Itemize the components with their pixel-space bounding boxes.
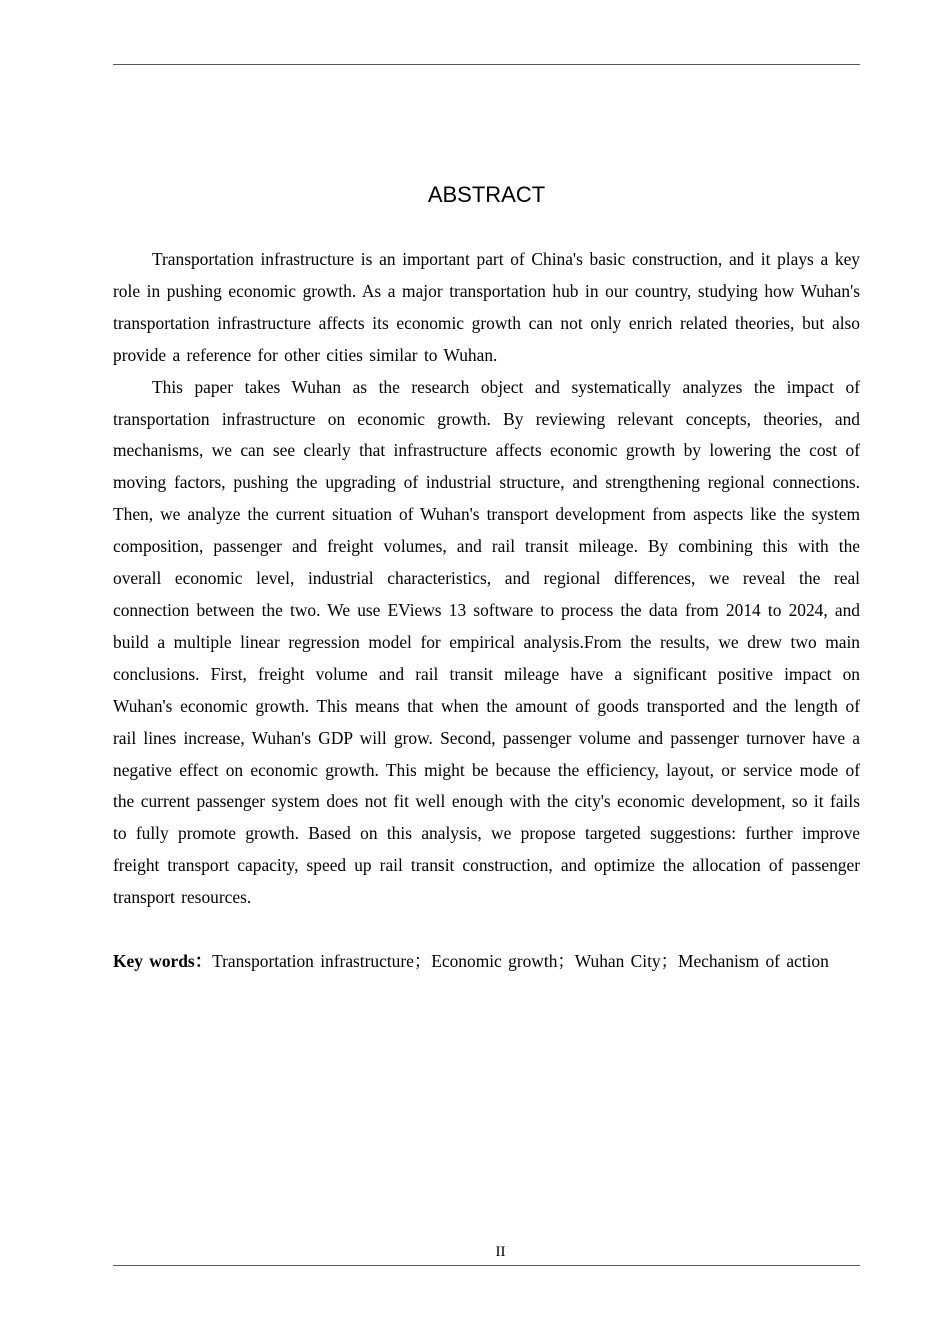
abstract-title: ABSTRACT	[427, 182, 546, 207]
keywords-label: Key words：	[113, 951, 213, 972]
abstract-body	[113, 244, 860, 978]
keywords-text: Transportation infrastructure；Economic growth；Wuhan City；Mechanism of action	[212, 951, 829, 972]
header-rule	[113, 64, 860, 65]
abstract-paragraph-1: Transportation infrastructure is an important part of China's basic construction, and it plays a key role in pushing economic growth. As a major transportation hub in our country, studying how Wuhan's transportation infrastructure affects its economic growth can not only enrich related theories, but also provide a reference for other cities similar to Wuhan.	[113, 249, 860, 365]
footer-rule	[113, 1265, 860, 1266]
abstract-paragraph-2: This paper takes Wuhan as the research object and systematically analyzes the impact of transportation infrastructure on economic growth. By reviewing relevant concepts, theories, and mechanisms, we can see clearly that infrastructure affects economic growth by lowering the cost of moving factors, pushing the upgrading of industrial structure, and strengthening regional connections. Then, we analyze the current situation of Wuhan's transport development from aspects like the system composition, passenger and freight volumes, and rail transit mileage. By combining this with the overall economic level, industrial characteristics, and regional differences, we reveal the real connection between the two. We use EViews 13 software to process the data from 2014 to 2024, and build a multiple linear regression model for empirical analysis.From the results, we drew two main conclusions. First, freight volume and rail transit mileage have a significant positive impact on Wuhan's economic growth. This means that when the amount of goods transported and the length of rail lines increase, Wuhan's GDP will grow. Second, passenger volume and passenger turnover have a negative effect on economic growth. This might be because the efficiency, layout, or service mode of the current passenger system does not fit well enough with the city's economic development, so it fails to fully promote growth. Based on this analysis, we propose targeted suggestions: further improve freight transport capacity, speed up rail transit construction, and optimize the allocation of passenger transport resources.	[113, 376, 860, 908]
keywords-line	[113, 946, 860, 978]
page-number: II	[495, 1244, 506, 1260]
